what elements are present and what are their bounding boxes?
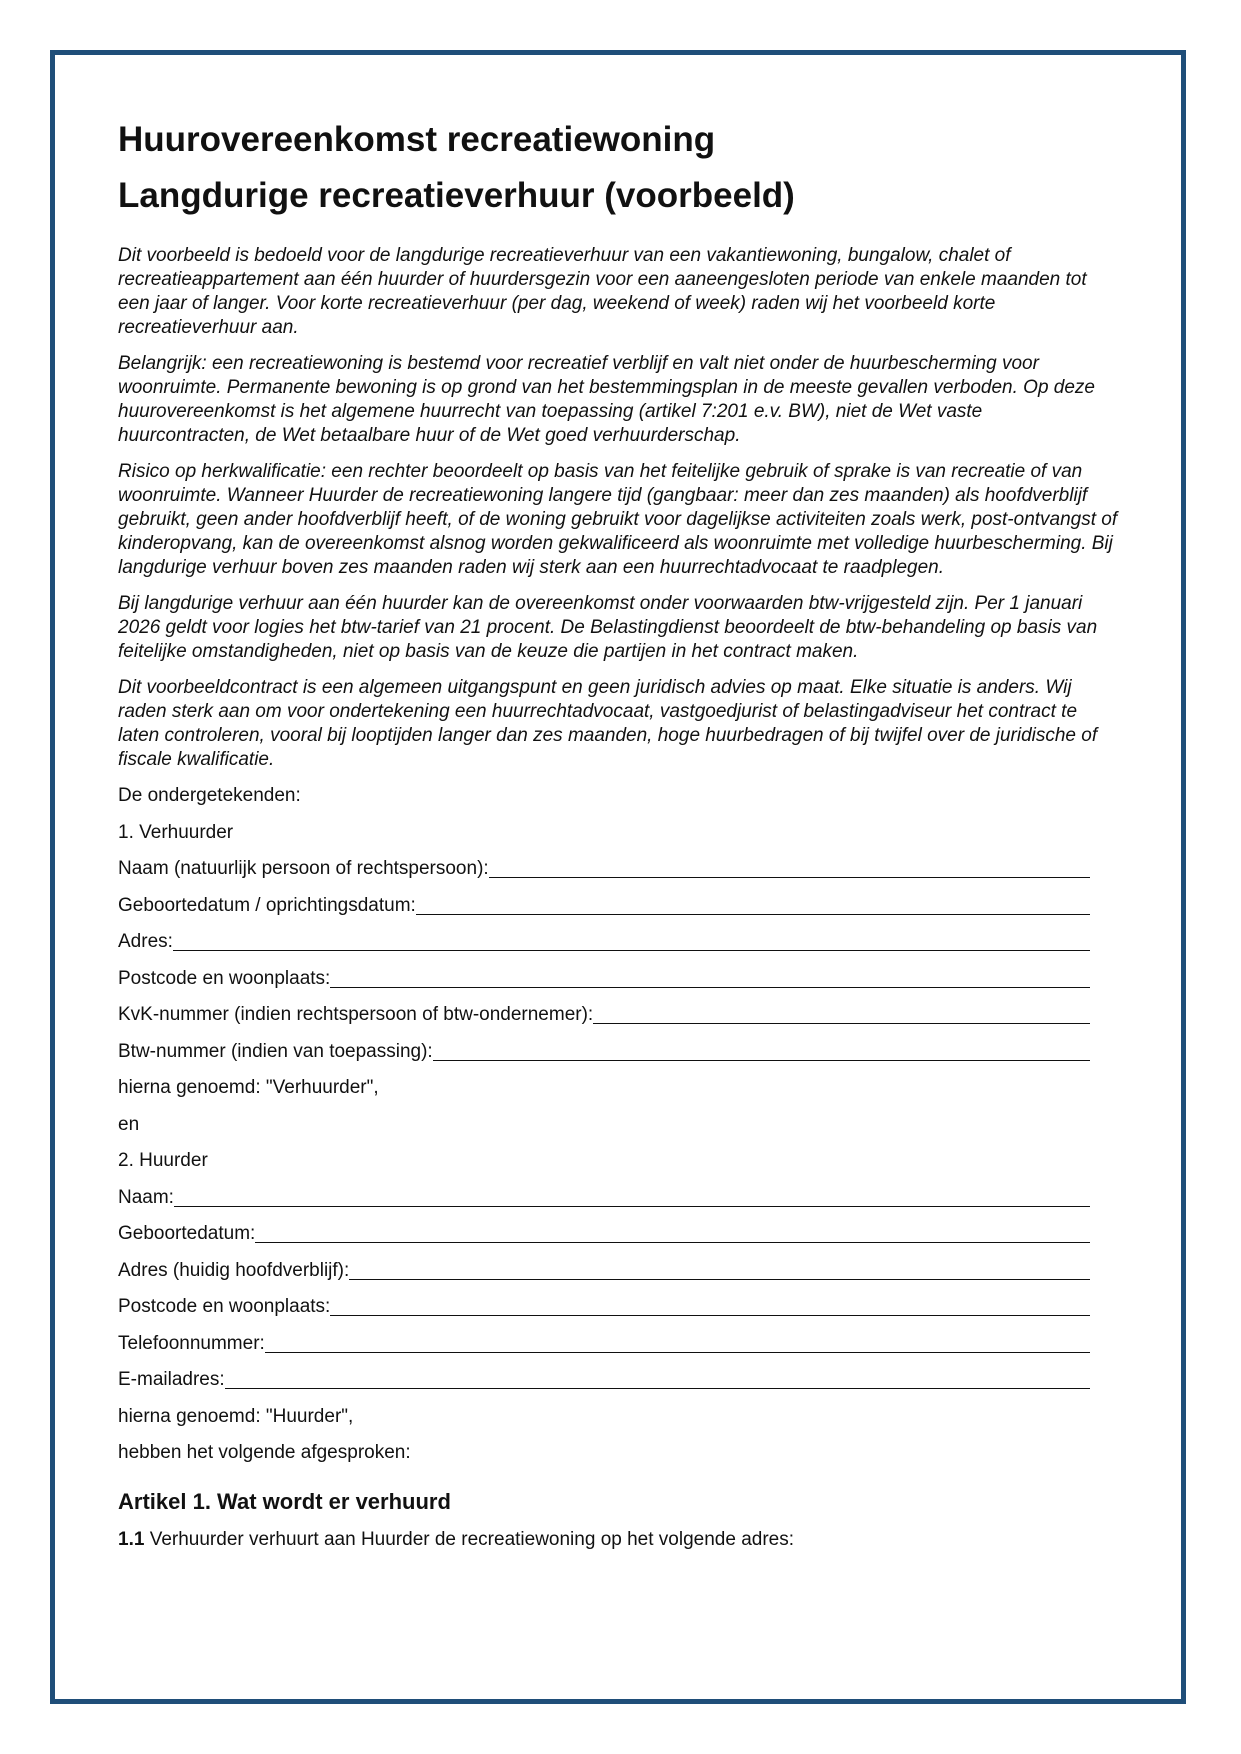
clause-text: Verhuurder verhuurt aan Huurder de recreatiewoning op het volgende adres: xyxy=(144,1528,795,1550)
intro-paragraph: Dit voorbeeld is bedoeld voor de langdurige recreatieverhuur van een vakantiewoning, bungalow, chalet of recreatieappartement aan één huurder of huurdersgezin voor een aaneengesloten periode van enkele maanden tot een jaar of langer. Voor korte recreatieverhuur (per dag, weekend of week) raden wij het voorbeeld korte recreatieverhuur aan. xyxy=(118,245,1087,338)
field-label: E-mailadres: xyxy=(118,1369,225,1390)
intro-section xyxy=(118,244,1118,772)
fill-in-line[interactable] xyxy=(433,1040,1090,1061)
fill-in-line[interactable] xyxy=(349,1259,1090,1280)
field-label: Postcode en woonplaats: xyxy=(118,967,331,989)
tenant-address-field[interactable] xyxy=(118,1259,1090,1296)
intro-paragraph: Risico op herkwalificatie: een rechter beoordeelt op basis van het feitelijke gebruik of sprake is van recreatie of van woonruimte. Wanneer Huurder de recreatiewoning langere tijd (gangbaar: meer dan zes maanden) als hoofdverblijf gebruikt, geen ander hoofdverblijf heeft, of de woning gebruikt voor dagelijkse activiteiten zoals werk, post-ontvangst of kinderopvang, kan de overeenkomst alsnog worden gekwalificeerd als woonruimte met volledige huurbescherming. Bij langdurige verhuur boven zes maanden raden wij sterk aan een huurrechtadvocaat te raadplegen. xyxy=(118,461,1118,578)
document-body xyxy=(118,112,1118,1552)
field-label: Naam: xyxy=(118,1186,174,1208)
landlord-name-field[interactable] xyxy=(118,857,1090,894)
field-label: Geboortedatum: xyxy=(118,1223,256,1244)
tenant-heading: 2. Huurder xyxy=(118,1150,208,1171)
field-label: Naam (natuurlijk persoon of rechtspersoon): xyxy=(118,858,489,879)
tenant-phone-field[interactable] xyxy=(118,1332,1090,1369)
connector-text: en xyxy=(118,1113,140,1135)
fill-in-line[interactable] xyxy=(173,930,1090,951)
field-label: Geboortedatum / oprichtingsdatum: xyxy=(118,894,416,916)
intro-paragraph: Belangrijk: een recreatiewoning is bestemd voor recreatief verblijf en valt niet onder de huurbescherming voor woonruimte. Permanente bewoning is op grond van het bestemmingsplan in de meeste gevallen verboden. Op deze huurovereenkomst is het algemene huurrecht van toepassing (artikel 7:201 e.v. BW), niet de Wet vaste huurcontracten, de Wet betaalbare huur of de Wet goed verhuurderschap. xyxy=(118,353,1095,446)
landlord-birthdate-field[interactable] xyxy=(118,894,1090,931)
fill-in-line[interactable] xyxy=(265,1332,1090,1353)
tenant-email-field[interactable] xyxy=(118,1368,1090,1405)
clause-number: 1.1 xyxy=(118,1528,145,1550)
document-subtitle: Langdurige recreatieverhuur (voorbeeld) xyxy=(118,176,795,215)
field-label: Adres: xyxy=(118,931,173,952)
fill-in-line[interactable] xyxy=(416,894,1090,915)
field-label: Adres (huidig hoofdverblijf): xyxy=(118,1259,350,1281)
fill-in-line[interactable] xyxy=(255,1222,1090,1243)
field-label: Postcode en woonplaats: xyxy=(118,1296,331,1317)
fill-in-line[interactable] xyxy=(330,967,1090,988)
document-title: Huurovereenkomst recreatiewoning xyxy=(118,120,716,159)
landlord-vat-field[interactable] xyxy=(118,1040,1090,1077)
fill-in-line[interactable] xyxy=(330,1295,1090,1316)
parties-intro: De ondergetekenden: xyxy=(118,785,301,806)
tenant-birthdate-field[interactable] xyxy=(118,1222,1090,1259)
fill-in-line[interactable] xyxy=(593,1003,1090,1024)
intro-paragraph: Dit voorbeeldcontract is een algemeen uitgangspunt en geen juridisch advies op maat. Elke situatie is anders. Wij raden sterk aan om voor ondertekening een huurrechtadvocaat, vastgoedjurist of belastingadviseur het contract te laten controleren, vooral bij looptijden langer dan zes maanden, hoge huurbedragen of bij twijfel over de juridische of fiscale kwalificatie. xyxy=(118,677,1098,770)
clause-1-1 xyxy=(118,1528,1118,1552)
article-1-heading: Artikel 1. Wat wordt er verhuurd xyxy=(118,1488,451,1514)
field-label: KvK-nummer (indien rechtspersoon of btw-ondernemer): xyxy=(118,1004,594,1025)
landlord-designation: hierna genoemd: "Verhuurder", xyxy=(118,1077,379,1098)
tenant-designation: hierna genoemd: "Huurder", xyxy=(118,1405,354,1427)
field-label: Btw-nummer (indien van toepassing): xyxy=(118,1040,433,1062)
fill-in-line[interactable] xyxy=(174,1186,1090,1207)
fill-in-line[interactable] xyxy=(225,1368,1090,1389)
field-label: Telefoonnummer: xyxy=(118,1332,265,1354)
landlord-address-field[interactable] xyxy=(118,930,1090,967)
intro-paragraph: Bij langdurige verhuur aan één huurder kan de overeenkomst onder voorwaarden btw-vrijgesteld zijn. Per 1 januari 2026 geldt voor logies het btw-tarief van 21 procent. De Belastingdienst beoordeelt de btw-behandeling op basis van feitelijke omstandigheden, niet op basis van de keuze die partijen in het contract maken. xyxy=(118,593,1098,662)
tenant-name-field[interactable] xyxy=(118,1186,1090,1223)
landlord-heading: 1. Verhuurder xyxy=(118,821,234,843)
tenant-postcode-field[interactable] xyxy=(118,1295,1090,1332)
fill-in-line[interactable] xyxy=(489,857,1090,878)
agreement-text: hebben het volgende afgesproken: xyxy=(118,1442,411,1463)
landlord-kvk-field[interactable] xyxy=(118,1003,1090,1040)
landlord-postcode-field[interactable] xyxy=(118,967,1090,1004)
